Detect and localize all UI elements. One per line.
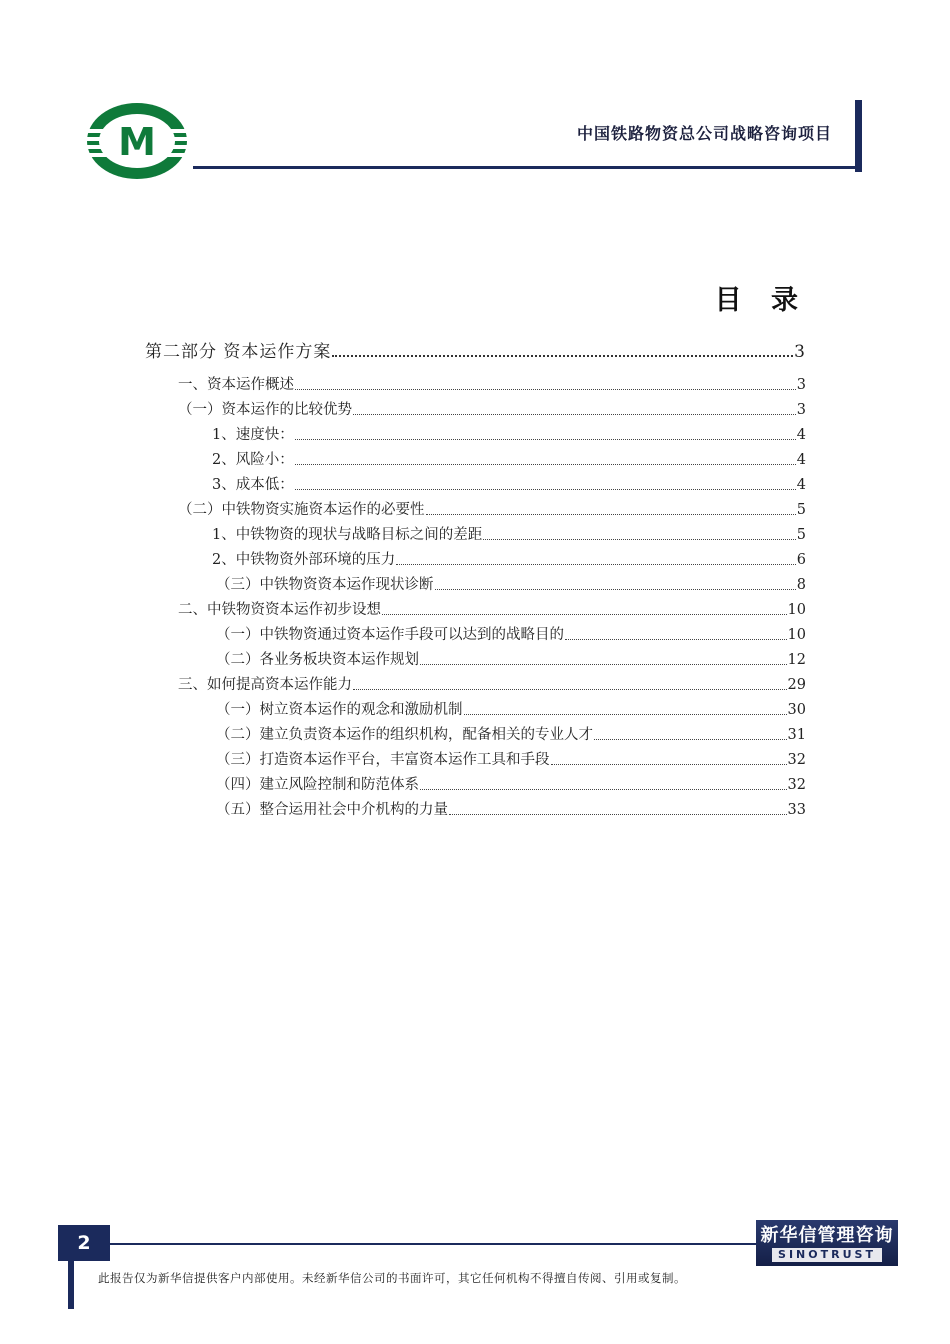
toc-entry-page: 32 xyxy=(787,777,806,793)
toc-entry-page: 6 xyxy=(796,552,806,568)
toc-entry-page: 3 xyxy=(796,377,806,393)
toc-leader xyxy=(435,589,796,590)
toc-entry[interactable] xyxy=(178,498,806,519)
toc-entry-page: 10 xyxy=(787,627,806,643)
toc-leader xyxy=(396,564,796,565)
toc-entry-label: 3、成本低： xyxy=(212,477,294,493)
toc-leader xyxy=(420,789,787,790)
toc-entry-label: （一）中铁物资通过资本运作手段可以达到的战略目的 xyxy=(216,627,564,643)
toc-entry-label: （四）建立风险控制和防范体系 xyxy=(216,777,419,793)
toc-entry-page: 30 xyxy=(787,702,806,718)
toc-entry-label: 2、风险小： xyxy=(212,452,294,468)
toc-entry-label: （一）资本运作的比较优势 xyxy=(178,402,352,418)
toc-entry[interactable] xyxy=(216,573,806,594)
toc-entry-page: 5 xyxy=(796,502,806,518)
toc-leader xyxy=(382,614,787,615)
toc-entry-page: 4 xyxy=(796,477,806,493)
toc-entry-label: （三）中铁物资资本运作现状诊断 xyxy=(216,577,434,593)
logo-letter: M xyxy=(118,120,156,164)
toc-leader xyxy=(295,389,796,390)
company-logo xyxy=(84,100,190,182)
toc-entry-page: 8 xyxy=(796,577,806,593)
brand-name-cn: 新华信管理咨询 xyxy=(760,1224,894,1246)
toc-entry-page: 4 xyxy=(796,452,806,468)
toc-entry-label: （二）建立负责资本运作的组织机构，配备相关的专业人才 xyxy=(216,727,593,743)
toc-entry-page: 4 xyxy=(796,427,806,443)
toc-entry-label: 2、中铁物资外部环境的压力 xyxy=(212,552,396,568)
toc-leader xyxy=(483,539,796,540)
toc-entry[interactable] xyxy=(216,773,806,794)
toc-entry-label: 二、中铁物资资本运作初步设想 xyxy=(178,602,381,618)
footer-accent-bar xyxy=(68,1261,74,1309)
toc-leader xyxy=(594,739,787,740)
toc-entry-label: （二）各业务板块资本运作规划 xyxy=(216,652,419,668)
toc-entry-label: 一、资本运作概述 xyxy=(178,377,294,393)
toc-leader xyxy=(295,439,796,440)
toc-entry[interactable] xyxy=(212,548,806,569)
toc-entry-page: 29 xyxy=(787,677,806,693)
toc-entry[interactable] xyxy=(145,337,806,362)
toc-leader xyxy=(353,414,796,415)
toc-entry[interactable] xyxy=(178,598,806,619)
toc-leader xyxy=(565,639,787,640)
toc-entry[interactable] xyxy=(178,398,806,419)
toc-entry[interactable] xyxy=(216,723,806,744)
toc-entry[interactable] xyxy=(178,373,806,394)
toc-entry[interactable] xyxy=(216,798,806,819)
toc-entry[interactable] xyxy=(178,673,806,694)
toc-leader xyxy=(332,355,793,357)
toc-entry-page: 3 xyxy=(794,342,806,362)
toc-entry[interactable] xyxy=(212,523,806,544)
toc-entry[interactable] xyxy=(216,648,806,669)
footer-rule xyxy=(110,1243,756,1245)
toc-entry-label: 第二部分 资本运作方案 xyxy=(145,342,332,362)
toc-entry-label: （三）打造资本运作平台，丰富资本运作工具和手段 xyxy=(216,752,550,768)
toc-entry-label: 1、中铁物资的现状与战略目标之间的差距 xyxy=(212,527,483,543)
toc-entry-label: 三、如何提高资本运作能力 xyxy=(178,677,352,693)
toc-entry-label: （二）中铁物资实施资本运作的必要性 xyxy=(178,502,425,518)
toc-leader xyxy=(295,489,796,490)
toc-leader xyxy=(426,514,796,515)
toc-leader xyxy=(464,714,787,715)
toc-entry[interactable] xyxy=(216,698,806,719)
toc-entry[interactable] xyxy=(216,748,806,769)
header-title: 中国铁路物资总公司战略咨询项目 xyxy=(576,124,832,143)
header-accent-bar xyxy=(855,100,862,172)
toc-entry-page: 32 xyxy=(787,752,806,768)
toc-entry-label: （五）整合运用社会中介机构的力量 xyxy=(216,802,448,818)
toc-entry[interactable] xyxy=(212,448,806,469)
sinotrust-logo xyxy=(756,1220,898,1266)
toc-leader xyxy=(353,689,787,690)
toc-entry[interactable] xyxy=(212,423,806,444)
toc-entry-page: 31 xyxy=(787,727,806,743)
toc-title: 目 录 xyxy=(714,285,808,316)
toc-entry-label: （一）树立资本运作的观念和激励机制 xyxy=(216,702,463,718)
toc-entry-page: 5 xyxy=(796,527,806,543)
page-number-badge: 2 xyxy=(58,1225,110,1261)
confidentiality-note: 此报告仅为新华信提供客户内部使用。未经新华信公司的书面许可，其它任何机构不得擅自传阅、引用或复制。 xyxy=(98,1271,686,1285)
toc-leader xyxy=(551,764,787,765)
brand-name-en: SINOTRUST xyxy=(772,1248,882,1262)
header-rule xyxy=(193,166,862,169)
toc-entry-label: 1、速度快： xyxy=(212,427,294,443)
toc-leader xyxy=(295,464,796,465)
toc-entry[interactable] xyxy=(212,473,806,494)
toc-entry-page: 12 xyxy=(787,652,806,668)
toc-entry-page: 33 xyxy=(787,802,806,818)
toc-entry-page: 10 xyxy=(787,602,806,618)
toc-leader xyxy=(449,814,787,815)
toc-entry[interactable] xyxy=(216,623,806,644)
toc-leader xyxy=(420,664,787,665)
toc-entry-page: 3 xyxy=(796,402,806,418)
